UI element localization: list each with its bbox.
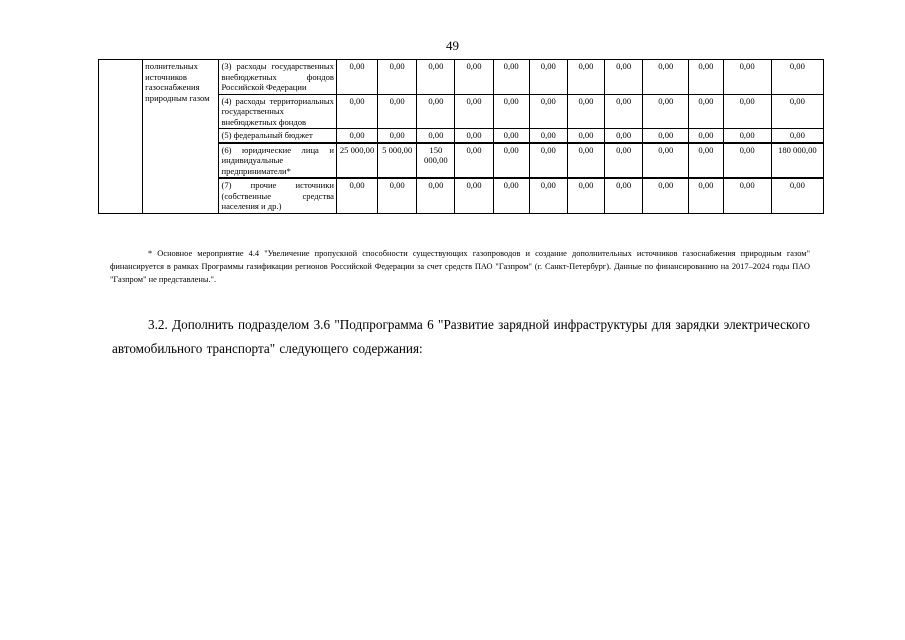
value-cell: 0,00: [567, 94, 604, 129]
value-cell: 0,00: [336, 94, 377, 129]
value-cell: 0,00: [723, 129, 771, 143]
value-cell: 0,00: [771, 129, 823, 143]
value-cell: 0,00: [689, 129, 723, 143]
program-name-cell: полнительных источников газоснабжения природным газом: [143, 60, 219, 214]
value-cell: 0,00: [605, 94, 643, 129]
value-cell: 0,00: [643, 129, 689, 143]
value-cell: 0,00: [455, 94, 493, 129]
value-cell: 0,00: [605, 143, 643, 179]
value-cell: 0,00: [529, 143, 567, 179]
value-cell: 0,00: [378, 60, 417, 95]
value-cell: 0,00: [455, 129, 493, 143]
value-cell: 0,00: [771, 178, 823, 213]
funding-source-cell: (6) юридические лица и индивидуальные предприниматели*: [219, 143, 336, 179]
funding-source-cell: (4) расходы территориальных государственных внебюджетных фондов: [219, 94, 336, 129]
financing-table: [98, 59, 824, 214]
value-cell: 0,00: [689, 143, 723, 179]
value-cell: 0,00: [643, 143, 689, 179]
value-cell: 0,00: [605, 129, 643, 143]
value-cell: 0,00: [336, 178, 377, 213]
value-cell: 0,00: [605, 60, 643, 95]
value-cell: 0,00: [455, 143, 493, 179]
funding-source-cell: (7) прочие источники (собственные средства населения и др.): [219, 178, 336, 213]
value-cell: 0,00: [771, 94, 823, 129]
value-cell: 0,00: [689, 60, 723, 95]
value-cell: 0,00: [493, 129, 529, 143]
value-cell: 0,00: [567, 143, 604, 179]
value-cell: 0,00: [529, 94, 567, 129]
value-cell: 0,00: [417, 94, 455, 129]
value-cell: 0,00: [689, 178, 723, 213]
value-cell: 0,00: [529, 60, 567, 95]
value-cell: 0,00: [689, 94, 723, 129]
value-cell: 0,00: [417, 129, 455, 143]
footnote: * Основное мероприятие 4.4 "Увеличение пропускной способности существующих газопроводов и создание дополнительных источников газоснабжения природным газом" финансируется в рамках Программы газификации регионов Российской Федерации за счет средств ПАО "Газпром" (г. Санкт-Петербург). Данные по финансированию на 2017–2024 годы ПАО "Газпром" не представлены.".: [110, 249, 810, 284]
value-cell: 180 000,00: [771, 143, 823, 179]
value-cell: 0,00: [723, 94, 771, 129]
page-number: 49: [446, 38, 459, 53]
table-row: [99, 60, 824, 95]
value-cell: 0,00: [643, 178, 689, 213]
value-cell: 0,00: [723, 143, 771, 179]
value-cell: 0,00: [529, 129, 567, 143]
value-cell: 0,00: [378, 94, 417, 129]
amendment-paragraph: 3.2. Дополнить подразделом 3.6 "Подпрограмма 6 "Развитие зарядной инфраструктуры для зарядки электрического автомобильного транспорта" следующего содержания:: [112, 317, 810, 356]
value-cell: 150 000,00: [417, 143, 455, 179]
value-cell: 25 000,00: [336, 143, 377, 179]
funding-source-cell: (3) расходы государственных внебюджетных фондов Российской Федерации: [219, 60, 336, 95]
value-cell: 0,00: [567, 129, 604, 143]
value-cell: 0,00: [378, 129, 417, 143]
value-cell: 0,00: [605, 178, 643, 213]
value-cell: 0,00: [723, 178, 771, 213]
value-cell: 0,00: [643, 94, 689, 129]
value-cell: 0,00: [567, 178, 604, 213]
value-cell: 0,00: [378, 178, 417, 213]
value-cell: 0,00: [567, 60, 604, 95]
funding-source-cell: (5) федеральный бюджет: [219, 129, 336, 143]
value-cell: 0,00: [455, 60, 493, 95]
value-cell: 0,00: [493, 143, 529, 179]
value-cell: 0,00: [493, 94, 529, 129]
value-cell: 0,00: [493, 60, 529, 95]
value-cell: 0,00: [529, 178, 567, 213]
value-cell: 5 000,00: [378, 143, 417, 179]
value-cell: 0,00: [336, 129, 377, 143]
value-cell: 0,00: [493, 178, 529, 213]
value-cell: 0,00: [723, 60, 771, 95]
value-cell: 0,00: [455, 178, 493, 213]
empty-cell: [99, 60, 143, 214]
value-cell: 0,00: [643, 60, 689, 95]
value-cell: 0,00: [336, 60, 377, 95]
value-cell: 0,00: [771, 60, 823, 95]
value-cell: 0,00: [417, 178, 455, 213]
value-cell: 0,00: [417, 60, 455, 95]
